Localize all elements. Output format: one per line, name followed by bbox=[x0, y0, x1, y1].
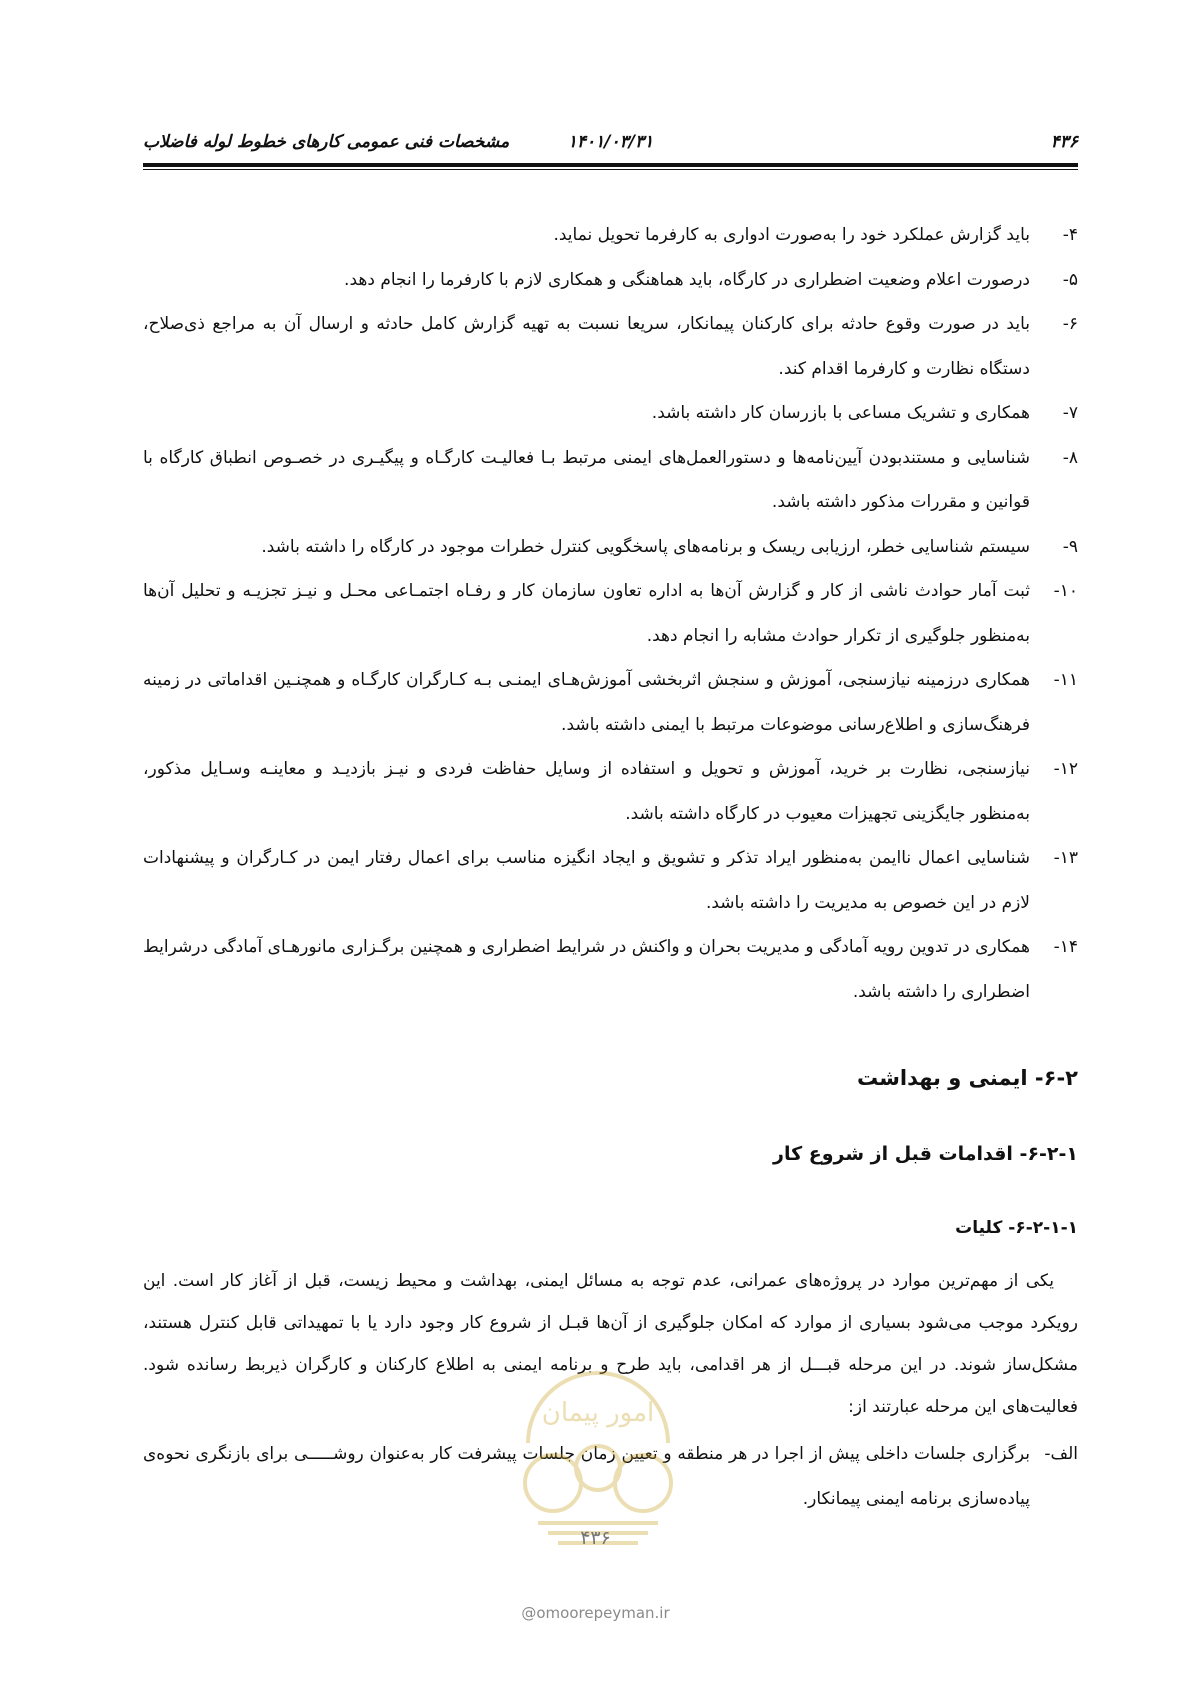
body-paragraph: یکی از مهم‌ترین موارد در پروژه‌های عمرانی، عدم توجه به مسائل ایمنی، بهداشت و محیط زیست، قبل از آغاز کار است. این رویکرد موجب می‌شود بسیاری از موارد که امکان جلوگیری از آن‌ها قبـل از شروع کار وجود دارد یا با تمهیداتی قابل کنترل هستند، مشکل‌ساز شوند. در این مرحله قبـــل از هر اقدامی، باید طرح و برنامه ایمنی به اطلاع کارکنان و کارگران ذیربط رسانده شود. فعالیت‌های این مرحله عبارتند از: bbox=[143, 1271, 1078, 1417]
section-heading: ۶-۲- ایمنی و بهداشت bbox=[856, 1066, 1078, 1090]
item-marker: ۱۴- bbox=[1053, 937, 1078, 957]
list-item bbox=[143, 925, 1078, 1014]
item-text: سیستم شناسایی خطر، ارزیابی ریسک و برنامه‌های پاسخگویی کنترل خطرات موجود در کارگاه را داشته باشد. bbox=[261, 536, 1030, 557]
header-title: مشخصات فنی عمومی کارهای خطوط لوله فاضلاب bbox=[143, 132, 510, 152]
item-marker: ۴- bbox=[1062, 225, 1078, 245]
item-marker: ۶- bbox=[1062, 314, 1078, 334]
item-marker: ۸- bbox=[1062, 447, 1078, 468]
item-text: باید در صورت وقوع حادثه برای کارکنان پیمانکار، سریعا نسبت به تهیه گزارش کامل حادثه و ارسال آن به مراجع ذی‌صلاح، دستگاه نظارت و کارفرما اقدام کند. bbox=[143, 314, 1030, 379]
item-text: همکاری و تشریک مساعی با بازرسان کار داشته باشد. bbox=[651, 403, 1030, 423]
list-item bbox=[143, 258, 1078, 303]
item-marker: ۹- bbox=[1062, 536, 1078, 557]
item-text: باید گزارش عملکرد خود را به‌صورت ادواری به کارفرما تحویل نماید. bbox=[553, 225, 1030, 245]
footer-website: @omoorepeyman.ir bbox=[521, 1604, 670, 1622]
list-item bbox=[143, 302, 1078, 391]
item-marker: ۵- bbox=[1062, 269, 1078, 290]
list-item bbox=[143, 569, 1078, 658]
header-rule-thin bbox=[143, 169, 1078, 170]
watermark-text: امور پیمان bbox=[541, 1398, 655, 1428]
list-item bbox=[143, 836, 1078, 925]
page-header bbox=[143, 128, 1078, 156]
item-marker: الف- bbox=[1044, 1444, 1078, 1464]
item-text: درصورت اعلام وضعیت اضطراری در کارگاه، باید هماهنگی و همکاری لازم با کارفرما را انجام دهد. bbox=[344, 269, 1030, 290]
item-marker: ۱۳- bbox=[1053, 848, 1078, 868]
subsubsection-heading: ۶-۲-۱-۱- کلیات bbox=[955, 1218, 1078, 1238]
list-item bbox=[143, 391, 1078, 436]
list-item bbox=[143, 525, 1078, 570]
item-marker: ۷- bbox=[1062, 403, 1078, 423]
main-content bbox=[143, 213, 1078, 1521]
item-marker: ۱۰- bbox=[1053, 581, 1078, 601]
item-text: نیازسنجی، نظارت بر خرید، آموزش و تحویل و استفاده از وسایل حفاظت فردی و نیـز بازدیـد و معاینـه وسـایل مذکور، به‌منظور جایگزینی تجهیزات معیوب در کارگاه داشته باشد. bbox=[143, 759, 1030, 824]
header-rule-thick bbox=[143, 163, 1078, 167]
item-text: برگزاری جلسات داخلی پیش از اجرا در هر منطقه و تعیین زمان جلسات پیشرفت کار به‌عنوان روشـــــی برای بازنگری نحوه‌ی پیاده‌سازی برنامه ایمنی پیمانکار. bbox=[143, 1444, 1030, 1509]
list-item bbox=[143, 213, 1078, 258]
item-marker: ۱۲- bbox=[1053, 759, 1078, 779]
list-item bbox=[143, 436, 1078, 525]
list-item bbox=[143, 747, 1078, 836]
header-date: ۱۴۰۱/۰۳/۳۱ bbox=[567, 132, 654, 152]
omoore-peyman-logo-icon bbox=[498, 1333, 698, 1553]
subsection-heading: ۶-۲-۱- اقدامات قبل از شروع کار bbox=[773, 1143, 1078, 1165]
item-text: ثبت آمار حوادث ناشی از کار و گزارش آن‌ها به اداره تعاون سازمان کار و رفـاه اجتمـاعی محـل و نیـز تجزیـه و تحلیل آن‌ها به‌منظور جلوگیری از تکرار حوادث مشابه را انجام دهد. bbox=[143, 581, 1030, 646]
footer-page-number: ۴۳۶ bbox=[580, 1527, 611, 1549]
list-item bbox=[143, 658, 1078, 747]
item-marker: ۱۱- bbox=[1053, 670, 1078, 690]
item-text: همکاری در تدوین رویه آمادگی و مدیریت بحران و واکنش در شرایط اضطراری و همچنین برگـزاری مانورهـای آمادگی درشرایط اضطراری را داشته باشد. bbox=[143, 937, 1030, 1002]
item-text: همکاری درزمینه نیازسنجی، آموزش و سنجش اثربخشی آموزش‌هـای ایمنـی بـه کـارگران کارگـاه و همچنـین اقداماتی در زمینه فرهنگ‌سازی و اطلاع‌رسانی موضوعات مرتبط با ایمنی داشته باشد. bbox=[143, 670, 1030, 735]
item-text: شناسایی و مستندبودن آیین‌نامه‌ها و دستورالعمل‌های ایمنی مرتبط بـا فعالیـت کارگـاه و پیگیـری در خصـوص انطباق کارگاه با قوانین و مقررات مذکور داشته باشد. bbox=[143, 447, 1030, 512]
header-page-number: ۴۳۶ bbox=[1050, 132, 1078, 152]
item-text: شناسایی اعمال ناایمن به‌منظور ایراد تذکر و تشویق و ایجاد انگیزه مناسب برای اعمال رفتار ایمن در کـارگران و پیشنهادات لازم در این خصوص به مدیریت را داشته باشد. bbox=[143, 848, 1030, 913]
